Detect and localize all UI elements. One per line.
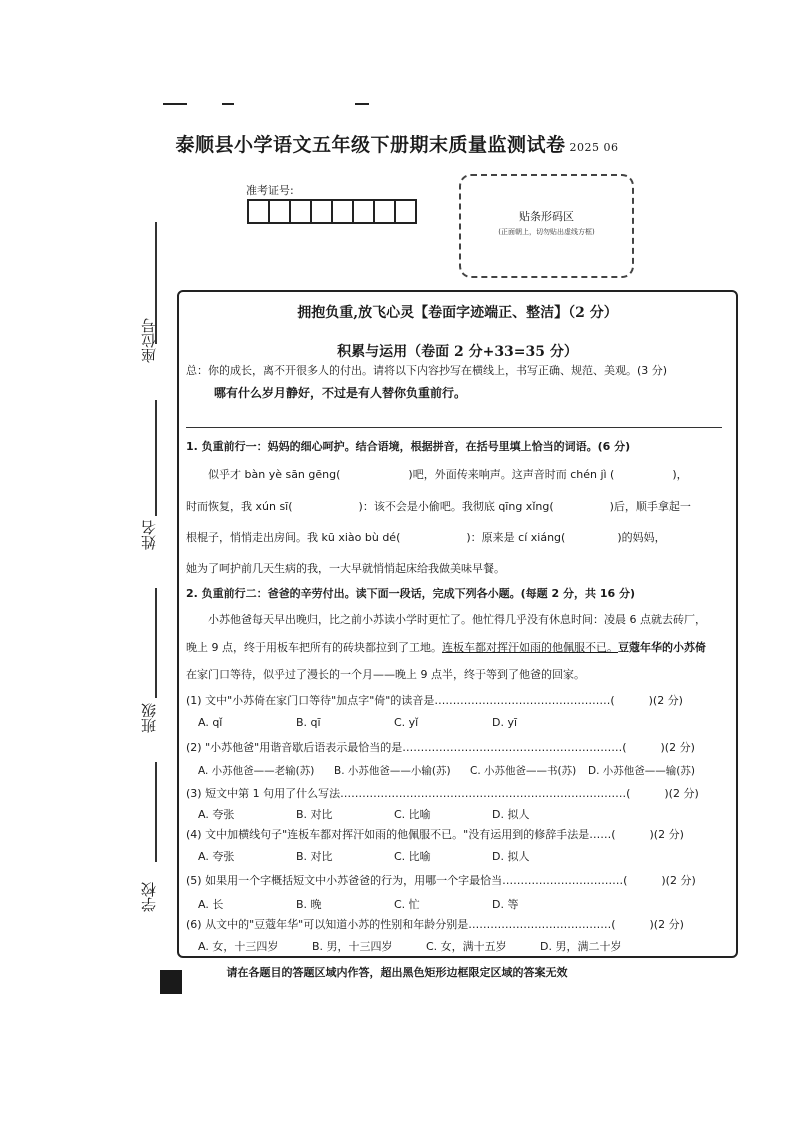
scan-mark xyxy=(163,103,187,105)
exam-id-cell[interactable] xyxy=(268,199,291,224)
option: B. 对比 xyxy=(296,850,333,863)
points: )(2 分) xyxy=(648,694,683,707)
option: A. 长 xyxy=(198,898,224,911)
sub-question-text: (2) "小苏他爸"用谐音歇后语表示最恰当的是……………………………………………………( xyxy=(186,741,627,754)
points: )(2 分) xyxy=(661,874,696,887)
q1-text: )：该不会是小偷吧。我彻底 qīng xǐng( xyxy=(358,500,554,513)
summary-instruction: 总：你的成长，离不开很多人的付出。请将以下内容抄写在横线上，书写正确、规范、美观。(3 分) xyxy=(186,364,668,377)
q1-line-4: 她为了呵护前几天生病的我，一大早就悄悄起床给我做美味早餐。 xyxy=(186,562,505,575)
option: D. 拟人 xyxy=(492,850,530,863)
q2-sub-6-options xyxy=(198,938,621,954)
q2-sub-4-options xyxy=(198,848,529,864)
q1-title: 1. 负重前行一：妈妈的细心呵护。结合语境，根据拼音，在括号里填上恰当的词语。(6 分) xyxy=(186,440,631,453)
points: )(2 分) xyxy=(660,741,695,754)
option: B. qī xyxy=(296,716,321,729)
option: B. 小苏他爸——小输(苏) xyxy=(334,765,451,777)
exam-id-label: 准考证号: xyxy=(246,184,294,197)
exam-id-cell[interactable] xyxy=(373,199,396,224)
section-subtitle: 积累与运用（卷面 2 分+33=35 分） xyxy=(337,344,578,360)
barcode-note: (正面朝上，切勿贴出虚线方框) xyxy=(498,228,595,236)
sub-question-text: (5) 如果用一个字概括短文中小苏爸爸的行为，用哪一个字最恰当……………………………( xyxy=(186,874,628,887)
points: )(2 分) xyxy=(664,787,699,800)
school-label: 学校 xyxy=(140,882,158,912)
option: D. 男，满二十岁 xyxy=(540,940,622,953)
sub-question-text: (4) 文中加横线句子"连板车都对挥汗如雨的他佩服不已。"没有运用到的修辞手法是……( xyxy=(186,828,616,841)
option: C. 女，满十五岁 xyxy=(426,940,507,953)
q1-line-2 xyxy=(186,498,691,514)
q1-text: )：原来是 cí xiáng( xyxy=(466,531,566,544)
scan-mark xyxy=(355,103,369,105)
option: C. yǐ xyxy=(394,716,419,729)
summary-quote: 哪有什么岁月静好，不过是有人替你负重前行。 xyxy=(214,386,467,400)
name-line[interactable] xyxy=(155,400,157,516)
exam-title xyxy=(0,130,794,157)
q2-passage-3: 在家门口等待，似乎过了漫长的一个月——晚上 9 点半，终于等到了他爸的回家。 xyxy=(186,668,585,681)
option: B. 对比 xyxy=(296,808,333,821)
footer-notice: 请在各题目的答题区域内作答，超出黑色矩形边框限定区域的答案无效 xyxy=(226,966,568,979)
q2-sub-3-options xyxy=(198,806,529,822)
q1-text: )吧，外面传来响声。这声音时而 chén jì ( xyxy=(408,468,615,481)
section-title: 拥抱负重,放飞心灵【卷面字迹端正、整洁】（2 分） xyxy=(297,305,618,321)
option: A. qǐ xyxy=(198,716,223,729)
option: B. 晚 xyxy=(296,898,322,911)
q2-sub-3 xyxy=(186,785,699,801)
option: A. 小苏他爸——老输(苏) xyxy=(198,765,315,777)
q1-line-1 xyxy=(208,466,688,482)
exam-id-cell[interactable] xyxy=(331,199,354,224)
copy-writing-line[interactable] xyxy=(186,427,722,428)
q2-sub-6 xyxy=(186,916,684,932)
q1-text: 时而恢复，我 xún sī( xyxy=(186,500,293,513)
option: D. 拟人 xyxy=(492,808,530,821)
title-text: 泰顺县小学语文五年级下册期末质量监测试卷 xyxy=(175,134,566,156)
barcode-area xyxy=(459,174,634,278)
option: A. 夸张 xyxy=(198,850,235,863)
q1-line-3 xyxy=(186,529,666,545)
school-line[interactable] xyxy=(155,762,157,862)
q2-passage-1: 小苏他爸每天早出晚归，比之前小苏读小学时更忙了。他忙得几乎没有休息时间：凌晨 6 点就去砖厂， xyxy=(208,613,706,626)
q1-text: )， xyxy=(672,468,688,481)
passage-text: 晚上 9 点，终于用板车把所有的砖块都拉到了工地。 xyxy=(186,641,442,654)
points: )(2 分) xyxy=(649,828,684,841)
passage-text: 豆蔻年华的小苏倚 xyxy=(618,641,706,654)
q2-passage-2 xyxy=(186,639,706,655)
q1-text: 根棍子，悄悄走出房间。我 kū xiào bù dé( xyxy=(186,531,401,544)
class-label: 班级 xyxy=(140,703,158,733)
option: C. 比喻 xyxy=(394,808,431,821)
exam-id-cell[interactable] xyxy=(394,199,417,224)
option: C. 小苏他爸——书(苏) xyxy=(470,765,577,777)
exam-date: 2025 06 xyxy=(569,141,619,154)
q2-title: 2. 负重前行二：爸爸的辛劳付出。读下面一段话，完成下列各小题。(每题 2 分，共 16 分) xyxy=(186,587,635,600)
option: D. 等 xyxy=(492,898,519,911)
option: D. yī xyxy=(492,716,518,729)
q2-sub-5 xyxy=(186,872,696,888)
q2-sub-1 xyxy=(186,692,683,708)
q1-text: )后，顺手拿起一 xyxy=(609,500,691,513)
scan-mark xyxy=(222,103,234,105)
option: C. 比喻 xyxy=(394,850,431,863)
exam-id-cell[interactable] xyxy=(247,199,270,224)
exam-id-cell[interactable] xyxy=(310,199,333,224)
barcode-label: 贴条形码区 xyxy=(519,210,574,223)
q2-sub-2 xyxy=(186,739,695,755)
q1-text: )的妈妈， xyxy=(617,531,666,544)
exam-id-cell[interactable] xyxy=(352,199,375,224)
exam-id-boxes[interactable] xyxy=(247,199,415,224)
sub-question-text: (6) 从文中的"豆蔻年华"可以知道小苏的性别和年龄分别是…………………………………( xyxy=(186,918,616,931)
name-label: 姓名 xyxy=(140,520,158,550)
sub-question-text: (1) 文中"小苏倚在家门口等待"加点字"倚"的读音是…………………………………………( xyxy=(186,694,615,707)
q2-sub-2-options xyxy=(198,763,695,778)
q2-sub-1-options xyxy=(198,716,517,729)
sub-question-text: (3) 短文中第 1 句用了什么写法……………………………………………………………………( xyxy=(186,787,631,800)
points: )(2 分) xyxy=(649,918,684,931)
option: A. 夸张 xyxy=(198,808,235,821)
q1-text: 似乎才 bàn yè sān gēng( xyxy=(208,468,341,481)
q2-sub-5-options xyxy=(198,896,518,912)
option: A. 女，十三四岁 xyxy=(198,940,279,953)
seat-label: 座位号 xyxy=(140,318,158,363)
class-line[interactable] xyxy=(155,588,157,698)
exam-id-cell[interactable] xyxy=(289,199,312,224)
option: C. 忙 xyxy=(394,898,420,911)
q2-sub-4 xyxy=(186,826,684,842)
option: D. 小苏他爸——输(苏) xyxy=(588,765,695,777)
underlined-sentence: 连板车都对挥汗如雨的他佩服不已。 xyxy=(442,641,618,654)
option: B. 男，十三四岁 xyxy=(312,940,393,953)
